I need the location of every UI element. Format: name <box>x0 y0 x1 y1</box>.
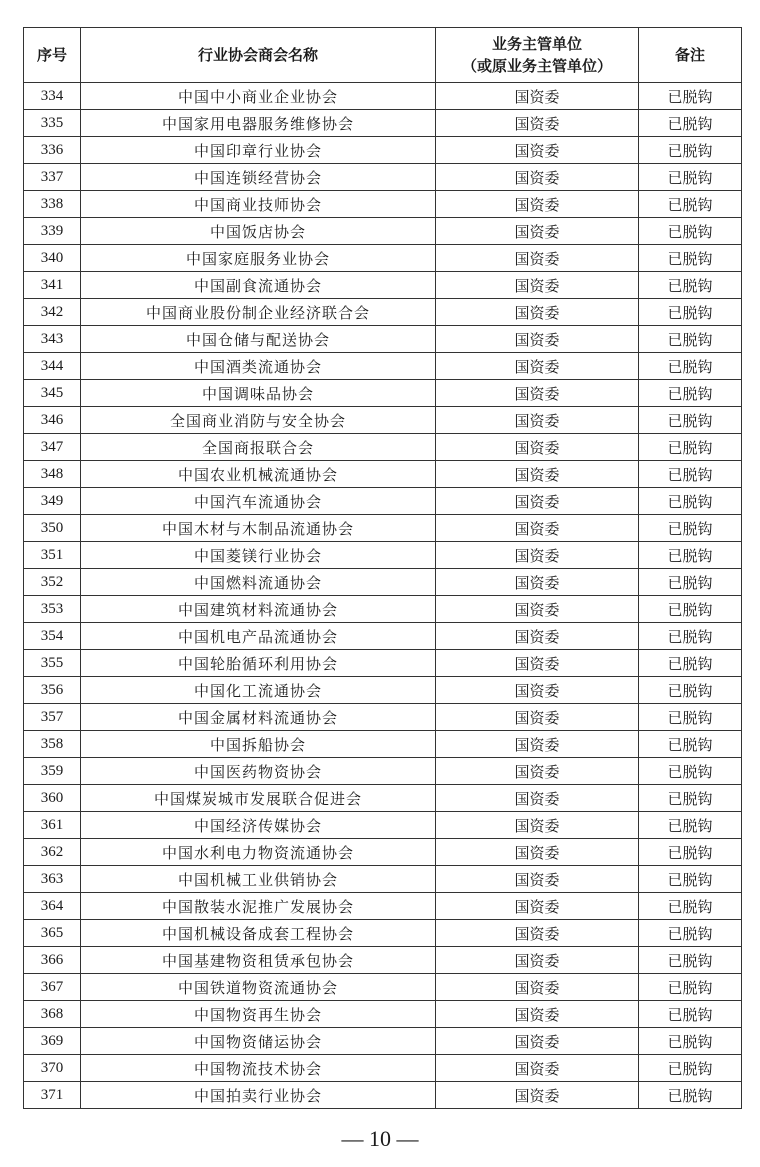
row-department: 国资委 <box>436 650 639 677</box>
row-number: 334 <box>24 83 81 110</box>
row-association-name: 中国散装水泥推广发展协会 <box>81 893 436 920</box>
row-association-name: 中国调味品协会 <box>81 380 436 407</box>
table-row <box>24 704 742 731</box>
row-remark: 已脱钩 <box>639 1082 742 1109</box>
row-department: 国资委 <box>436 1028 639 1055</box>
row-association-name: 中国饭店协会 <box>81 218 436 245</box>
table-row <box>24 920 742 947</box>
row-remark: 已脱钩 <box>639 677 742 704</box>
table-row <box>24 245 742 272</box>
row-number: 350 <box>24 515 81 542</box>
row-department: 国资委 <box>436 461 639 488</box>
row-number: 345 <box>24 380 81 407</box>
row-association-name: 中国菱镁行业协会 <box>81 542 436 569</box>
row-number: 355 <box>24 650 81 677</box>
header-remark: 备注 <box>639 28 742 83</box>
row-department: 国资委 <box>436 785 639 812</box>
row-association-name: 中国建筑材料流通协会 <box>81 596 436 623</box>
table-row <box>24 596 742 623</box>
table-row <box>24 1082 742 1109</box>
row-number: 351 <box>24 542 81 569</box>
row-remark: 已脱钩 <box>639 137 742 164</box>
row-remark: 已脱钩 <box>639 893 742 920</box>
header-dept <box>436 28 639 83</box>
row-number: 358 <box>24 731 81 758</box>
row-remark: 已脱钩 <box>639 731 742 758</box>
row-department: 国资委 <box>436 407 639 434</box>
header-dept-line1: 业务主管单位 <box>491 35 582 53</box>
table-row <box>24 434 742 461</box>
row-number: 362 <box>24 839 81 866</box>
row-department: 国资委 <box>436 731 639 758</box>
row-association-name: 中国医药物资协会 <box>81 758 436 785</box>
row-number: 338 <box>24 191 81 218</box>
row-number: 359 <box>24 758 81 785</box>
row-department: 国资委 <box>436 1055 639 1082</box>
row-remark: 已脱钩 <box>639 596 742 623</box>
row-association-name: 中国水利电力物资流通协会 <box>81 839 436 866</box>
row-number: 341 <box>24 272 81 299</box>
row-number: 368 <box>24 1001 81 1028</box>
row-number: 343 <box>24 326 81 353</box>
row-number: 364 <box>24 893 81 920</box>
row-association-name: 中国拍卖行业协会 <box>81 1082 436 1109</box>
row-department: 国资委 <box>436 488 639 515</box>
row-remark: 已脱钩 <box>639 380 742 407</box>
row-remark: 已脱钩 <box>639 434 742 461</box>
row-association-name: 中国拆船协会 <box>81 731 436 758</box>
table-row <box>24 461 742 488</box>
row-department: 国资委 <box>436 920 639 947</box>
row-number: 365 <box>24 920 81 947</box>
association-table-container <box>23 27 741 1109</box>
row-remark: 已脱钩 <box>639 812 742 839</box>
row-remark: 已脱钩 <box>639 785 742 812</box>
table-row <box>24 812 742 839</box>
association-table <box>23 27 742 1109</box>
row-remark: 已脱钩 <box>639 866 742 893</box>
row-association-name: 中国煤炭城市发展联合促进会 <box>81 785 436 812</box>
row-department: 国资委 <box>436 83 639 110</box>
row-number: 369 <box>24 1028 81 1055</box>
row-association-name: 中国铁道物资流通协会 <box>81 974 436 1001</box>
row-association-name: 中国化工流通协会 <box>81 677 436 704</box>
row-remark: 已脱钩 <box>639 623 742 650</box>
table-row <box>24 569 742 596</box>
row-remark: 已脱钩 <box>639 1028 742 1055</box>
row-department: 国资委 <box>436 110 639 137</box>
row-department: 国资委 <box>436 191 639 218</box>
row-remark: 已脱钩 <box>639 245 742 272</box>
row-association-name: 中国经济传媒协会 <box>81 812 436 839</box>
row-association-name: 中国仓储与配送协会 <box>81 326 436 353</box>
row-department: 国资委 <box>436 164 639 191</box>
table-row <box>24 407 742 434</box>
row-remark: 已脱钩 <box>639 1001 742 1028</box>
table-row <box>24 785 742 812</box>
row-remark: 已脱钩 <box>639 947 742 974</box>
table-row <box>24 731 742 758</box>
row-remark: 已脱钩 <box>639 191 742 218</box>
row-department: 国资委 <box>436 758 639 785</box>
row-remark: 已脱钩 <box>639 299 742 326</box>
row-department: 国资委 <box>436 974 639 1001</box>
table-row <box>24 893 742 920</box>
table-row <box>24 1028 742 1055</box>
row-department: 国资委 <box>436 839 639 866</box>
table-row <box>24 299 742 326</box>
table-row <box>24 515 742 542</box>
row-association-name: 中国物资储运协会 <box>81 1028 436 1055</box>
table-row <box>24 974 742 1001</box>
table-row <box>24 650 742 677</box>
row-department: 国资委 <box>436 893 639 920</box>
row-association-name: 中国基建物资租赁承包协会 <box>81 947 436 974</box>
row-department: 国资委 <box>436 1001 639 1028</box>
row-number: 370 <box>24 1055 81 1082</box>
row-remark: 已脱钩 <box>639 218 742 245</box>
row-remark: 已脱钩 <box>639 353 742 380</box>
table-row <box>24 326 742 353</box>
row-department: 国资委 <box>436 623 639 650</box>
row-number: 336 <box>24 137 81 164</box>
row-association-name: 中国农业机械流通协会 <box>81 461 436 488</box>
row-number: 344 <box>24 353 81 380</box>
table-row <box>24 866 742 893</box>
row-number: 363 <box>24 866 81 893</box>
row-remark: 已脱钩 <box>639 461 742 488</box>
row-department: 国资委 <box>436 812 639 839</box>
row-department: 国资委 <box>436 677 639 704</box>
row-remark: 已脱钩 <box>639 569 742 596</box>
row-association-name: 中国商业股份制企业经济联合会 <box>81 299 436 326</box>
row-association-name: 全国商报联合会 <box>81 434 436 461</box>
row-department: 国资委 <box>436 515 639 542</box>
row-association-name: 中国燃料流通协会 <box>81 569 436 596</box>
row-department: 国资委 <box>436 704 639 731</box>
table-row <box>24 191 742 218</box>
row-remark: 已脱钩 <box>639 650 742 677</box>
table-row <box>24 110 742 137</box>
row-department: 国资委 <box>436 245 639 272</box>
row-remark: 已脱钩 <box>639 542 742 569</box>
table-row <box>24 137 742 164</box>
table-row <box>24 83 742 110</box>
row-number: 346 <box>24 407 81 434</box>
row-number: 371 <box>24 1082 81 1109</box>
row-department: 国资委 <box>436 947 639 974</box>
row-department: 国资委 <box>436 542 639 569</box>
row-association-name: 中国中小商业企业协会 <box>81 83 436 110</box>
row-remark: 已脱钩 <box>639 272 742 299</box>
row-remark: 已脱钩 <box>639 488 742 515</box>
row-department: 国资委 <box>436 272 639 299</box>
row-association-name: 中国轮胎循环利用协会 <box>81 650 436 677</box>
row-number: 353 <box>24 596 81 623</box>
table-header <box>24 28 742 83</box>
table-row <box>24 1001 742 1028</box>
row-department: 国资委 <box>436 569 639 596</box>
row-association-name: 中国家用电器服务维修协会 <box>81 110 436 137</box>
row-number: 337 <box>24 164 81 191</box>
row-association-name: 中国物流技术协会 <box>81 1055 436 1082</box>
table-row <box>24 839 742 866</box>
row-remark: 已脱钩 <box>639 839 742 866</box>
row-department: 国资委 <box>436 299 639 326</box>
row-number: 342 <box>24 299 81 326</box>
table-row <box>24 380 742 407</box>
table-body <box>24 83 742 1109</box>
row-remark: 已脱钩 <box>639 326 742 353</box>
row-number: 356 <box>24 677 81 704</box>
row-association-name: 中国酒类流通协会 <box>81 353 436 380</box>
row-association-name: 中国汽车流通协会 <box>81 488 436 515</box>
row-number: 340 <box>24 245 81 272</box>
row-department: 国资委 <box>436 326 639 353</box>
table-row <box>24 164 742 191</box>
page-number: — 10 — <box>341 1126 419 1151</box>
row-number: 354 <box>24 623 81 650</box>
row-association-name: 中国机械工业供销协会 <box>81 866 436 893</box>
header-row <box>24 28 742 83</box>
row-department: 国资委 <box>436 380 639 407</box>
row-number: 360 <box>24 785 81 812</box>
row-association-name: 中国副食流通协会 <box>81 272 436 299</box>
row-number: 335 <box>24 110 81 137</box>
row-remark: 已脱钩 <box>639 110 742 137</box>
row-remark: 已脱钩 <box>639 1055 742 1082</box>
row-number: 357 <box>24 704 81 731</box>
table-row <box>24 218 742 245</box>
row-number: 367 <box>24 974 81 1001</box>
row-department: 国资委 <box>436 434 639 461</box>
table-row <box>24 272 742 299</box>
row-department: 国资委 <box>436 596 639 623</box>
row-remark: 已脱钩 <box>639 974 742 1001</box>
row-department: 国资委 <box>436 353 639 380</box>
row-number: 366 <box>24 947 81 974</box>
row-number: 349 <box>24 488 81 515</box>
row-department: 国资委 <box>436 218 639 245</box>
row-association-name: 中国机电产品流通协会 <box>81 623 436 650</box>
table-row <box>24 947 742 974</box>
row-number: 361 <box>24 812 81 839</box>
row-remark: 已脱钩 <box>639 704 742 731</box>
row-association-name: 全国商业消防与安全协会 <box>81 407 436 434</box>
row-number: 339 <box>24 218 81 245</box>
row-department: 国资委 <box>436 137 639 164</box>
row-remark: 已脱钩 <box>639 758 742 785</box>
table-row <box>24 353 742 380</box>
table-row <box>24 542 742 569</box>
row-number: 352 <box>24 569 81 596</box>
header-dept-line2: （或原业务主管单位） <box>461 57 612 75</box>
row-remark: 已脱钩 <box>639 407 742 434</box>
table-row <box>24 758 742 785</box>
row-number: 348 <box>24 461 81 488</box>
row-association-name: 中国机械设备成套工程协会 <box>81 920 436 947</box>
row-remark: 已脱钩 <box>639 83 742 110</box>
header-name: 行业协会商会名称 <box>81 28 436 83</box>
row-remark: 已脱钩 <box>639 164 742 191</box>
row-association-name: 中国木材与木制品流通协会 <box>81 515 436 542</box>
row-association-name: 中国商业技师协会 <box>81 191 436 218</box>
table-row <box>24 677 742 704</box>
row-number: 347 <box>24 434 81 461</box>
row-department: 国资委 <box>436 866 639 893</box>
row-association-name: 中国印章行业协会 <box>81 137 436 164</box>
table-row <box>24 1055 742 1082</box>
row-association-name: 中国金属材料流通协会 <box>81 704 436 731</box>
header-number: 序号 <box>24 28 81 83</box>
row-department: 国资委 <box>436 1082 639 1109</box>
table-row <box>24 488 742 515</box>
table-row <box>24 623 742 650</box>
row-remark: 已脱钩 <box>639 920 742 947</box>
row-association-name: 中国连锁经营协会 <box>81 164 436 191</box>
row-association-name: 中国家庭服务业协会 <box>81 245 436 272</box>
row-association-name: 中国物资再生协会 <box>81 1001 436 1028</box>
row-remark: 已脱钩 <box>639 515 742 542</box>
